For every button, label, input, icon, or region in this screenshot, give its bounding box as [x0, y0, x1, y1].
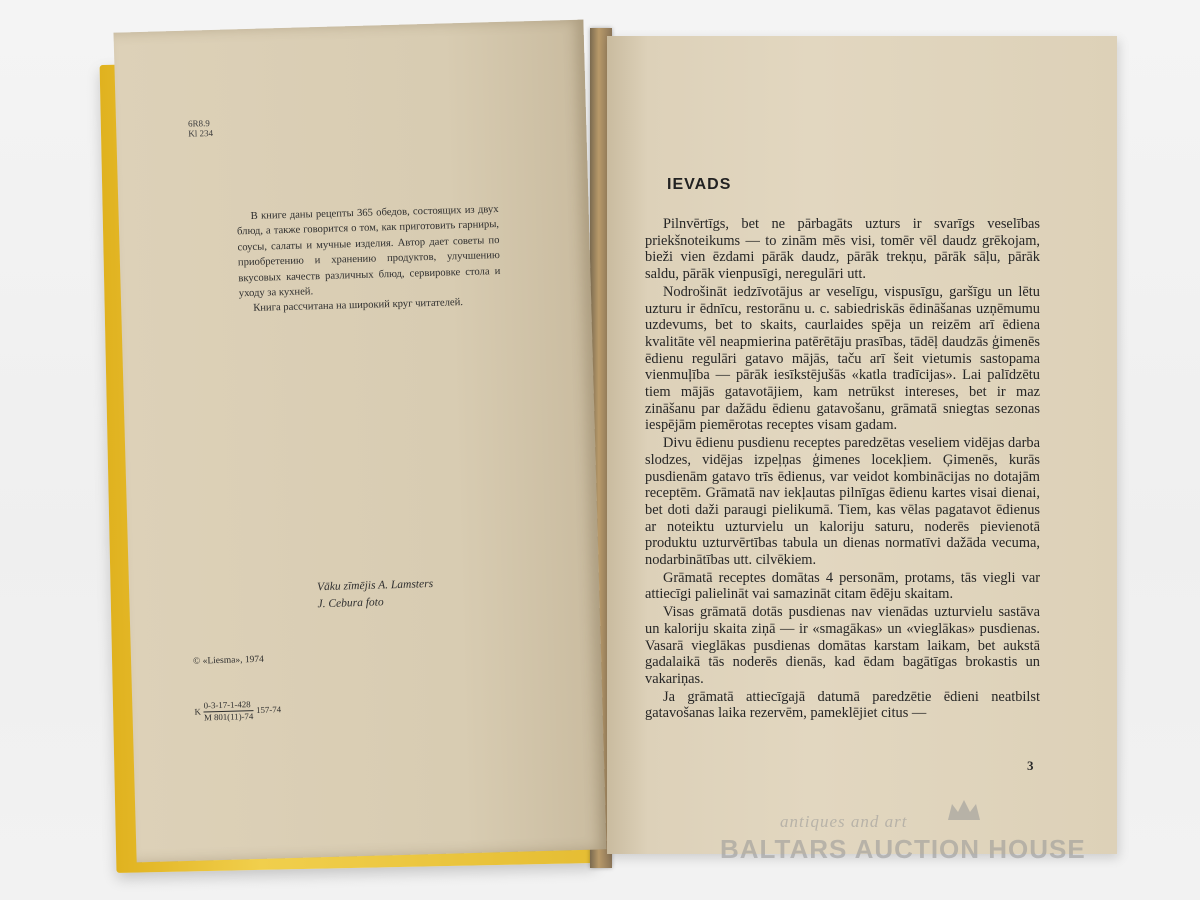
index-fraction	[204, 699, 254, 722]
page-number: 3	[1027, 758, 1034, 773]
chapter-heading: IEVADS	[667, 176, 732, 193]
index-denominator: M 801(11)-74	[203, 711, 254, 723]
credits	[317, 576, 434, 613]
publication-index	[194, 698, 281, 722]
body-paragraph: Visas grāmatā dotās pusdienas nav vienādas uzturvielu sastāva un kaloriju skaita ziņā — ir «smagākas» un «vieglākas» pusdienas. Vasarā vieglākas pusdienas domātas karstam laikam, bet aukstā gadalaikā tās noderēs dienās, kad ēdam bagātīgas brokastis un vakariņas.	[645, 604, 1040, 687]
index-prefix: K	[194, 706, 201, 717]
chapter-body	[645, 216, 1040, 723]
annotation-paragraph: Книга рассчитана на широкий круг читателей.	[253, 297, 464, 315]
left-page	[114, 20, 607, 863]
index-numerator: 0-3-17-1-428	[204, 699, 254, 712]
cover-credit: Vāku zīmējis A. Lamsters	[316, 578, 434, 594]
udc-codes	[188, 118, 213, 139]
copyright-line: © «Liesma», 1974	[192, 654, 265, 667]
index-suffix: 157-74	[255, 704, 282, 716]
watermark-title: BALTARS AUCTION HOUSE	[720, 834, 1086, 864]
book-annotation	[236, 202, 501, 317]
udc-code: 6R8.9	[187, 118, 210, 129]
annotation-paragraph: В книге даны рецепты 365 обедов, состоящих из двух блюд, а также говорится о том, как приготовить гарниры, соусы, салаты и мучные изделия. Автор дает советы по приобретению и хранению продуктов, улучшению вкусовых качеств различных блюд, сервировке стола и уходу за кухней.	[236, 204, 501, 300]
watermark	[720, 808, 1120, 868]
photo-credit: J. Cebura foto	[317, 596, 384, 611]
udc-code: Kl 234	[188, 127, 214, 139]
body-paragraph: Grāmatā receptes domātas 4 personām, protams, tās viegli var attiecīgi palielināt vai samazināt citam ēdēju skaitam.	[645, 569, 1040, 603]
body-paragraph: Nodrošināt iedzīvotājus ar veselīgu, vispusīgu, garšīgu un lētu uzturu ir ēdnīcu, restorānu u. c. sabiedriskās ēdināšanas uzņēmumu uzdevums, bet to skaits, caurlaides spēja un reizēm arī ēdiena kvalitāte vēl neapmierina patērētāju prasības, tādēļ daudzās ģimenēs ēdienu regulāri gatavo mājās, taču arī šeit vietumis sastopama vienmuļība — pārāk iesīkstējušās «katla tradīcijas». Lai palīdzētu tiem mājās gatavotājiem, kam netrūkst intereses, bet ir maz zināšanu par dažādu ēdienu gatavošanu, grāmatā sniegtas sezonas iespējām piemērotas receptes visam gadam.	[645, 283, 1040, 434]
body-paragraph: Divu ēdienu pusdienu receptes paredzētas veseliem vidējas darba slodzes, vidējas izpeļņas ģimenes locekļiem. Ģimenēs, kurās pusdienām gatavo trīs ēdienus, var veidot kombinācijas no dotajām receptēm. Grāmatā nav iekļautas pilnīgas ēdienu kartes visai dienai, bet doti daži paraugi pielikumā. Tiem, kas vēlas pagatavot ēdienus ar noteiktu uzturvielu un kaloriju saturu, noderēs pievienotā produktu uzturvērtības tabula un dienas normatīvi dažāda vecuma, nodarbinātības utt. cilvēkiem.	[645, 435, 1040, 569]
right-page	[607, 36, 1117, 854]
watermark-subtitle: antiques and art	[780, 812, 908, 831]
body-paragraph: Ja grāmatā attiecīgajā datumā paredzētie ēdieni neatbilst gatavošanas laika rezervēm, pameklējiet citus —	[645, 688, 1040, 722]
body-paragraph: Pilnvērtīgs, bet ne pārbagāts uzturs ir svarīgs veselības priekšnoteikums — to zinām mēs visi, tomēr vēl daudz grēkojam, bieži vien ēzdami pārāk daudz, pārāk trekņu, pārāk sāļu, pārāk saldu, pārāk vienpusīgi, neregulāri utt.	[645, 216, 1040, 283]
crown-icon	[946, 798, 982, 824]
